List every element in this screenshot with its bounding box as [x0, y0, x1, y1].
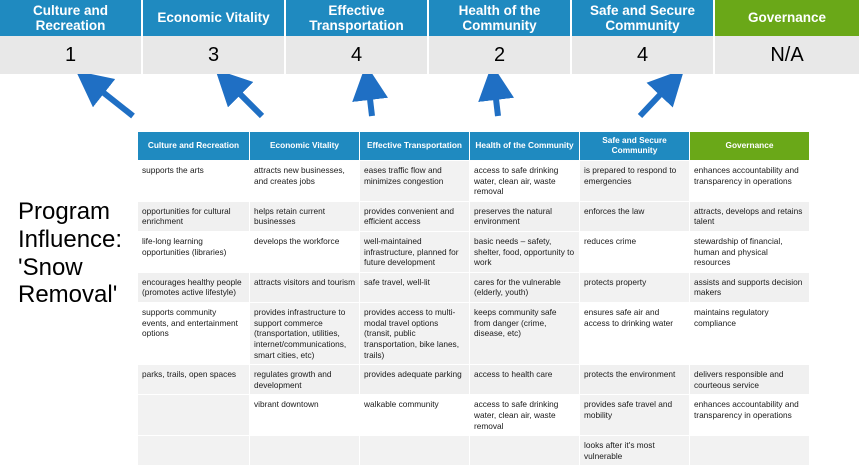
arrow-culture-recreation	[90, 82, 133, 116]
matrix-cell-r7-c1	[250, 436, 360, 466]
matrix-cell-r1-c4: enforces the law	[580, 201, 690, 231]
matrix-cell-r4-c2: provides access to multi-modal travel options (transit, public transportation, bike lanes, trails)	[360, 303, 470, 365]
score-cell-4: 4	[572, 36, 715, 74]
matrix-col-header-3: Health of the Community	[470, 132, 580, 161]
matrix-col-header-0: Culture and Recreation	[138, 132, 250, 161]
matrix-cell-r4-c5: maintains regulatory compliance	[690, 303, 810, 365]
score-cell-3: 2	[429, 36, 572, 74]
matrix-cell-r1-c2: provides convenient and efficient access	[360, 201, 470, 231]
influence-matrix	[137, 131, 809, 466]
matrix-cell-r5-c1: regulates growth and development	[250, 365, 360, 395]
matrix-cell-r1-c3: preserves the natural environment	[470, 201, 580, 231]
table-row	[138, 395, 810, 436]
score-cell-5: N/A	[715, 36, 859, 74]
matrix-cell-r1-c0: opportunities for cultural enrichment	[138, 201, 250, 231]
matrix-cell-r3-c2: safe travel, well-lit	[360, 272, 470, 302]
matrix-col-header-2: Effective Transportation	[360, 132, 470, 161]
matrix-cell-r5-c4: protects the environment	[580, 365, 690, 395]
header-cell-0: Culture and Recreation	[0, 0, 143, 36]
header-cell-5: Governance	[715, 0, 859, 36]
matrix-cell-r0-c1: attracts new businesses, and creates jobs	[250, 161, 360, 202]
matrix-cell-r3-c1: attracts visitors and tourism	[250, 272, 360, 302]
matrix-cell-r3-c5: assists and supports decision makers	[690, 272, 810, 302]
score-cell-1: 3	[143, 36, 286, 74]
matrix-cell-r6-c0	[138, 395, 250, 436]
table-row	[138, 201, 810, 231]
matrix-cell-r7-c4: looks after it's most vulnerable	[580, 436, 690, 466]
score-cell-2: 4	[286, 36, 429, 74]
scorecard-score-row	[0, 36, 859, 74]
matrix-cell-r2-c1: develops the workforce	[250, 232, 360, 273]
arrow-health-of-community	[494, 82, 498, 116]
matrix-col-header-4: Safe and Secure Community	[580, 132, 690, 161]
matrix-cell-r6-c2: walkable community	[360, 395, 470, 436]
matrix-cell-r2-c2: well-maintained infrastructure, planned for future development	[360, 232, 470, 273]
arrow-effective-transportation	[368, 82, 372, 116]
matrix-cell-r7-c5	[690, 436, 810, 466]
matrix-cell-r0-c4: is prepared to respond to emergencies	[580, 161, 690, 202]
table-row	[138, 436, 810, 466]
table-row	[138, 232, 810, 273]
matrix-cell-r2-c3: basic needs – safety, shelter, food, opportunity to work	[470, 232, 580, 273]
matrix-cell-r4-c1: provides infrastructure to support commerce (transportation, utilities, internet/communications, smart cities, etc)	[250, 303, 360, 365]
table-row	[138, 303, 810, 365]
matrix-cell-r6-c4: provides safe travel and mobility	[580, 395, 690, 436]
header-cell-4: Safe and Secure Community	[572, 0, 715, 36]
table-row	[138, 161, 810, 202]
table-row	[138, 365, 810, 395]
table-row	[138, 272, 810, 302]
matrix-cell-r4-c3: keeps community safe from danger (crime, disease, etc)	[470, 303, 580, 365]
matrix-cell-r0-c0: supports the arts	[138, 161, 250, 202]
matrix-cell-r6-c5: enhances accountability and transparency in operations	[690, 395, 810, 436]
matrix-cell-r2-c5: stewardship of financial, human and physical resources	[690, 232, 810, 273]
matrix-cell-r7-c0	[138, 436, 250, 466]
matrix-cell-r5-c2: provides adequate parking	[360, 365, 470, 395]
matrix-cell-r1-c5: attracts, develops and retains talent	[690, 201, 810, 231]
score-cell-0: 1	[0, 36, 143, 74]
matrix-cell-r4-c0: supports community events, and entertainment options	[138, 303, 250, 365]
program-influence-caption: Program Influence: 'Snow Removal'	[18, 198, 123, 309]
matrix-cell-r7-c2	[360, 436, 470, 466]
matrix-cell-r0-c5: enhances accountability and transparency in operations	[690, 161, 810, 202]
matrix-header-row	[138, 132, 810, 161]
matrix-col-header-5: Governance	[690, 132, 810, 161]
matrix-cell-r7-c3	[470, 436, 580, 466]
matrix-col-header-1: Economic Vitality	[250, 132, 360, 161]
header-cell-3: Health of the Community	[429, 0, 572, 36]
matrix-cell-r3-c4: protects property	[580, 272, 690, 302]
scorecard-header	[0, 0, 859, 36]
matrix-cell-r6-c1: vibrant downtown	[250, 395, 360, 436]
arrow-economic-vitality	[228, 82, 262, 116]
matrix-cell-r3-c3: cares for the vulnerable (elderly, youth)	[470, 272, 580, 302]
matrix-cell-r4-c4: ensures safe air and access to drinking water	[580, 303, 690, 365]
matrix-cell-r2-c0: life-long learning opportunities (libraries)	[138, 232, 250, 273]
matrix-cell-r5-c0: parks, trails, open spaces	[138, 365, 250, 395]
arrow-safe-secure-community	[640, 82, 672, 116]
matrix-cell-r1-c1: helps retain current businesses	[250, 201, 360, 231]
matrix-cell-r2-c4: reduces crime	[580, 232, 690, 273]
matrix-cell-r3-c0: encourages healthy people (promotes active lifestyle)	[138, 272, 250, 302]
header-cell-2: Effective Transportation	[286, 0, 429, 36]
matrix-body	[138, 161, 810, 466]
influence-arrows	[0, 74, 859, 132]
matrix-cell-r6-c3: access to safe drinking water, clean air, waste removal	[470, 395, 580, 436]
header-cell-1: Economic Vitality	[143, 0, 286, 36]
matrix-cell-r5-c3: access to health care	[470, 365, 580, 395]
matrix-cell-r0-c2: eases traffic flow and minimizes congestion	[360, 161, 470, 202]
matrix-cell-r0-c3: access to safe drinking water, clean air, waste removal	[470, 161, 580, 202]
matrix-cell-r5-c5: delivers responsible and courteous service	[690, 365, 810, 395]
influence-matrix-table	[137, 131, 810, 466]
